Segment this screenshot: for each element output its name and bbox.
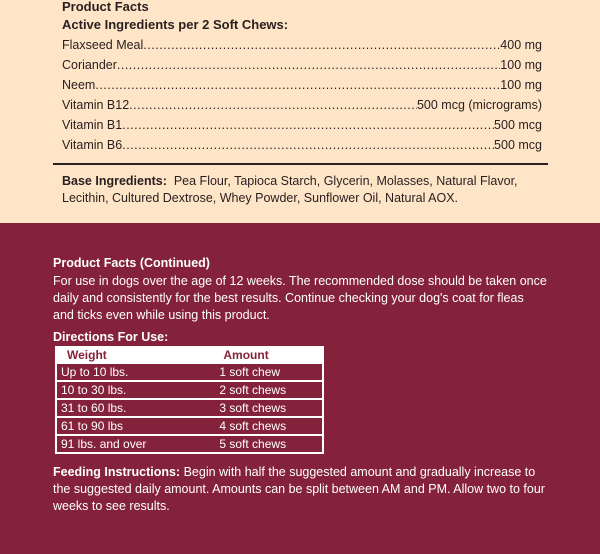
directions-table [55, 346, 324, 454]
usage-paragraph: For use in dogs over the age of 12 weeks. The recommended dose should be taken once daily and consistently for the best results. Continue checking your dog's coat for fleas and ticks even while using this product. [53, 274, 547, 322]
feeding-text: Begin with half the suggested amount and gradually increase to the suggested daily amount. Amounts can be split between AM and PM. Allow two to four weeks to see results. [53, 465, 545, 513]
product-facts-title: Product Facts [62, 0, 149, 14]
column-header-amount: Amount [175, 348, 322, 362]
amount-cell: 2 soft chews [175, 380, 322, 398]
feeding-label: Feeding Instructions: [53, 465, 181, 479]
ingredient-amount: 100 mg [500, 78, 542, 92]
ingredient-name: Vitamin B6 [62, 138, 123, 152]
amount-cell: 1 soft chew [175, 362, 322, 380]
directions-title: Directions For Use: [53, 330, 169, 344]
ingredient-amount: 500 mcg [494, 118, 542, 132]
weight-cell: 91 lbs. and over [57, 434, 175, 452]
ingredient-row [62, 98, 542, 116]
weight-cell: 31 to 60 lbs. [57, 398, 175, 416]
dot-leader [143, 38, 500, 52]
weight-cell: 10 to 30 lbs. [57, 380, 175, 398]
ingredient-name: Coriander [62, 58, 117, 72]
base-ingredients [62, 173, 542, 207]
ingredient-amount: 400 mg [500, 38, 542, 52]
dot-leader [122, 138, 494, 152]
feeding-instructions [53, 464, 548, 515]
table-row [57, 416, 322, 434]
table-row [57, 380, 322, 398]
weight-cell: Up to 10 lbs. [57, 362, 175, 380]
ingredient-name: Vitamin B12 [62, 98, 130, 112]
dot-leader [95, 78, 500, 92]
ingredient-name: Vitamin B1 [62, 118, 123, 132]
base-ingredients-label: Base Ingredients: [62, 174, 167, 188]
ingredient-name: Flaxseed Meal [62, 38, 144, 52]
active-ingredients-heading: Active Ingredients per 2 Soft Chews: [62, 17, 289, 32]
continued-title: Product Facts (Continued) [53, 256, 210, 270]
base-ingredients-text: Pea Flour, Tapioca Starch, Glycerin, Molasses, Natural Flavor, Lecithin, Cultured Dextrose, Whey Powder, Sunflower Oil, Natural AOX. [62, 174, 518, 205]
ingredient-row [62, 118, 542, 136]
table-row [57, 398, 322, 416]
ingredient-row [62, 38, 542, 56]
table-row [57, 362, 322, 380]
table-header-row [57, 348, 322, 362]
dot-leader [129, 98, 417, 112]
weight-cell: 61 to 90 lbs [57, 416, 175, 434]
ingredient-row [62, 78, 542, 96]
dot-leader [122, 118, 494, 132]
ingredient-name: Neem [62, 78, 96, 92]
amount-cell: 5 soft chews [175, 434, 322, 452]
amount-cell: 4 soft chews [175, 416, 322, 434]
ingredient-row [62, 138, 542, 156]
section-divider [53, 163, 548, 165]
ingredient-amount: 500 mcg (micrograms) [416, 98, 542, 112]
ingredient-row [62, 58, 542, 76]
column-header-weight: Weight [57, 348, 175, 362]
table-row [57, 434, 322, 452]
active-ingredients-panel [0, 0, 600, 223]
dot-leader [117, 58, 500, 72]
ingredient-amount: 500 mcg [494, 138, 542, 152]
amount-cell: 3 soft chews [175, 398, 322, 416]
product-facts-continued-panel [0, 223, 600, 554]
ingredient-amount: 100 mg [500, 58, 542, 72]
